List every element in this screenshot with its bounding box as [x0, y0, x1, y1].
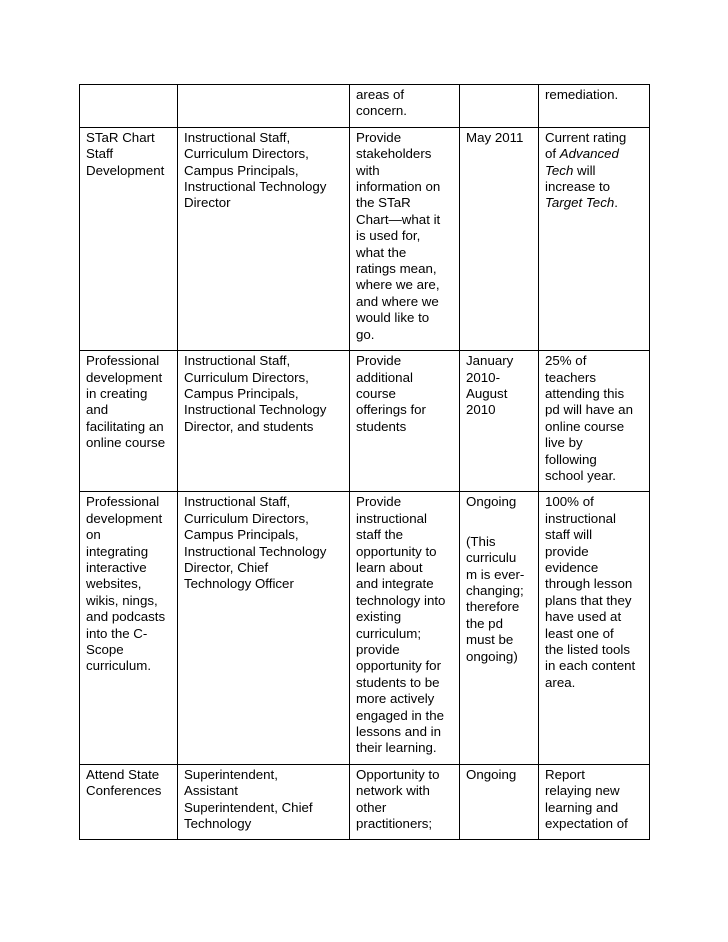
cell-text-line: through lesson — [545, 576, 633, 592]
text-run: will — [573, 162, 596, 178]
cell-activity — [80, 127, 178, 350]
cell-text-line: January — [466, 353, 514, 369]
cell-text-line: would like to — [356, 310, 430, 326]
cell-text-line: relaying new — [545, 783, 620, 799]
cell-text-line: Instructional Staff, — [184, 353, 291, 369]
cell-text-line: Campus Principals, — [184, 527, 299, 543]
cell-text-line: ongoing) — [466, 648, 518, 664]
cell-text-line: Report — [545, 766, 585, 782]
cell-text-line: practitioners; — [356, 816, 433, 832]
cell-text-line: into the C- — [86, 625, 148, 641]
cell-text-line: offerings for — [356, 402, 426, 418]
cell-timeline — [460, 764, 539, 840]
cell-text-line: concern. — [356, 103, 407, 119]
cell-text-line: and — [86, 402, 109, 418]
cell-text-line: more actively — [356, 691, 435, 707]
cell-text-line: the listed tools — [545, 642, 631, 657]
cell-text-line: Campus Principals, — [184, 385, 299, 401]
italic-text-run: Tech — [545, 162, 574, 178]
cell-text-line: Director, and students — [184, 418, 314, 434]
cell-text-line: expectation of — [545, 816, 628, 832]
cell-text-line: plans that they — [545, 592, 632, 608]
cell-purpose — [350, 764, 460, 840]
cell-text-line: learning and — [545, 799, 619, 815]
cell-text-line: teachers — [545, 369, 596, 385]
cell-text-line: Staff — [86, 146, 114, 162]
cell-text-line: provide — [545, 543, 589, 559]
cell-text-line: Director, Chief — [184, 559, 269, 575]
cell-text-line: (This — [466, 533, 496, 549]
cell-text-line: Instructional Technology — [184, 402, 327, 418]
cell-text-line: is used for, — [356, 228, 421, 244]
cell-evaluation — [539, 127, 650, 350]
cell-text-line: areas of — [356, 87, 405, 102]
cell-text-line: August — [466, 385, 508, 401]
cell-text-line: wikis, nings, — [86, 592, 158, 608]
cell-text-line — [545, 163, 643, 179]
cell-text-line: development — [86, 369, 163, 385]
cell-purpose — [350, 85, 460, 128]
cell-persons-responsible — [178, 764, 350, 840]
text-run: . — [614, 195, 618, 211]
cell-text-line: information on — [356, 179, 441, 195]
cell-purpose — [350, 127, 460, 350]
table-row-row-interactive — [80, 492, 650, 765]
cell-evaluation — [539, 492, 650, 765]
cell-text-line: lessons and in — [356, 724, 442, 740]
cell-text-line: the pd — [466, 615, 503, 631]
cell-text-line: Superintendent, — [184, 766, 278, 782]
cell-text-line: Curriculum Directors, — [184, 146, 309, 162]
cell-text-line: and podcasts — [86, 609, 166, 625]
cell-activity — [80, 764, 178, 840]
cell-persons-responsible — [178, 127, 350, 350]
cell-text-line: Development — [86, 162, 165, 178]
timeline-note — [466, 534, 532, 665]
cell-text-line: Opportunity to — [356, 766, 440, 782]
cell-text-line: online course — [545, 418, 625, 434]
cell-text-line: Curriculum Directors, — [184, 369, 309, 385]
cell-timeline — [460, 127, 539, 350]
cell-text-line: ratings mean, — [356, 261, 437, 277]
cell-text-line: provide — [356, 642, 400, 657]
cell-text-line — [545, 179, 643, 195]
cell-persons-responsible — [178, 351, 350, 492]
cell-text-line: the STaR — [356, 195, 411, 211]
cell-persons-responsible — [178, 85, 350, 128]
cell-text-line: remediation. — [545, 87, 619, 102]
cell-text-line: on — [86, 527, 101, 543]
table-row-row-state-conferences — [80, 764, 650, 840]
cell-text-line: 2010- — [466, 369, 501, 385]
cell-text-line: STaR Chart — [86, 129, 155, 145]
cell-activity — [80, 351, 178, 492]
cell-text-line: 2010 — [466, 402, 496, 418]
cell-text-line: live by — [545, 435, 583, 451]
cell-text-line: Professional — [86, 353, 160, 369]
cell-evaluation — [539, 85, 650, 128]
cell-text-line: curriculu — [466, 550, 517, 566]
cell-persons-responsible — [178, 492, 350, 765]
cell-text-line: least one of — [545, 625, 614, 641]
cell-text-line: Technology — [184, 816, 252, 832]
cell-text-line: Campus Principals, — [184, 162, 299, 178]
cell-text-line: Ongoing — [466, 766, 517, 782]
cell-text-line: instructional — [545, 510, 616, 526]
cell-text-line: technology into — [356, 592, 446, 608]
cell-text-line: attending this — [545, 385, 625, 401]
cell-text-line: in each content — [545, 658, 636, 674]
cell-evaluation — [539, 764, 650, 840]
cell-text-line: development — [86, 510, 163, 526]
cell-text-line: curriculum; — [356, 625, 422, 641]
cell-text-line: changing; — [466, 582, 524, 598]
text-run: Current rating — [545, 129, 627, 145]
cell-text-line: 25% of — [545, 353, 587, 369]
cell-text-line: Chart—what it — [356, 211, 441, 227]
cell-text-line: in creating — [86, 385, 148, 401]
cell-text-line — [545, 130, 643, 146]
cell-text-line: opportunity to — [356, 543, 437, 559]
cell-text-line: with — [356, 162, 380, 178]
cell-text-line: school year. — [545, 467, 616, 483]
cell-text-line: Provide — [356, 129, 402, 145]
plan-table — [79, 84, 650, 840]
cell-text-line: Superintendent, Chief — [184, 799, 313, 815]
cell-text-line: therefore — [466, 599, 520, 615]
cell-timeline — [460, 492, 539, 765]
cell-text-line: May 2011 — [466, 129, 524, 145]
cell-text-line: following — [545, 451, 597, 467]
cell-text-line: Instructional Staff, — [184, 494, 291, 510]
text-run: of — [545, 146, 560, 162]
cell-text-line: their learning. — [356, 740, 437, 756]
cell-text-line: Director — [184, 195, 231, 211]
cell-text-line: must be — [466, 632, 514, 648]
cell-text-line: course — [356, 385, 396, 401]
cell-text-line: what the — [356, 244, 407, 260]
cell-text-line: instructional — [356, 510, 427, 526]
cell-text-line: and integrate — [356, 576, 434, 592]
cell-evaluation — [539, 351, 650, 492]
cell-text-line: area. — [545, 674, 576, 690]
cell-text-line: Attend State — [86, 766, 160, 782]
cell-text-line: and where we — [356, 293, 439, 309]
cell-activity — [80, 492, 178, 765]
cell-text-line: engaged in the — [356, 707, 444, 723]
cell-text-line: Instructional Technology — [184, 543, 327, 559]
cell-text-line: students — [356, 418, 407, 434]
cell-text-line: 100% of — [545, 494, 594, 510]
italic-text-run: Target Tech — [545, 195, 615, 211]
cell-text-line: learn about — [356, 559, 423, 575]
cell-text-line: evidence — [545, 559, 599, 575]
cell-purpose — [350, 351, 460, 492]
cell-text-line: Instructional Technology — [184, 179, 327, 195]
cell-text-line: Professional — [86, 494, 160, 510]
cell-purpose — [350, 492, 460, 765]
cell-text-line: other — [356, 799, 387, 815]
cell-text-line: Technology Officer — [184, 576, 294, 592]
cell-text-line: have used at — [545, 609, 622, 625]
cell-text-line: m is ever- — [466, 566, 525, 582]
cell-timeline — [460, 351, 539, 492]
italic-text-run: Advanced — [559, 146, 619, 162]
table-row-row-continued — [80, 85, 650, 128]
table-row-row-star-chart — [80, 127, 650, 350]
cell-text-line: staff the — [356, 527, 404, 543]
cell-text-line: opportunity for — [356, 658, 442, 674]
cell-text-line: Assistant — [184, 783, 238, 799]
cell-timeline — [460, 85, 539, 128]
cell-text-line: Conferences — [86, 783, 162, 799]
cell-text-line: pd will have an — [545, 402, 633, 418]
text-run: increase to — [545, 179, 611, 195]
cell-text-line: go. — [356, 326, 375, 342]
cell-text-line: existing — [356, 609, 402, 625]
cell-text-line: where we are, — [356, 277, 440, 293]
table-row-row-online-course — [80, 351, 650, 492]
cell-text-line: Provide — [356, 353, 402, 369]
cell-text-line: curriculum. — [86, 658, 152, 674]
cell-text-line: integrating — [86, 543, 149, 559]
cell-text-line: Ongoing — [466, 494, 517, 510]
cell-text-line: stakeholders — [356, 146, 432, 162]
cell-text-line: network with — [356, 783, 430, 799]
cell-text-line: websites, — [86, 576, 142, 592]
cell-text-line: Curriculum Directors, — [184, 510, 309, 526]
cell-text-line: students to be — [356, 674, 440, 690]
cell-text-line: additional — [356, 369, 413, 385]
cell-text-line — [545, 146, 643, 162]
cell-activity — [80, 85, 178, 128]
cell-text-line: facilitating an — [86, 418, 164, 434]
cell-text-line: interactive — [86, 559, 147, 575]
cell-text-line — [545, 195, 643, 211]
cell-text-line: Instructional Staff, — [184, 129, 291, 145]
cell-text-line: staff will — [545, 527, 593, 543]
cell-text-line: Provide — [356, 494, 402, 510]
cell-text-line: online course — [86, 435, 166, 451]
plan-table-body — [80, 85, 650, 840]
cell-text-line: Scope — [86, 642, 124, 657]
